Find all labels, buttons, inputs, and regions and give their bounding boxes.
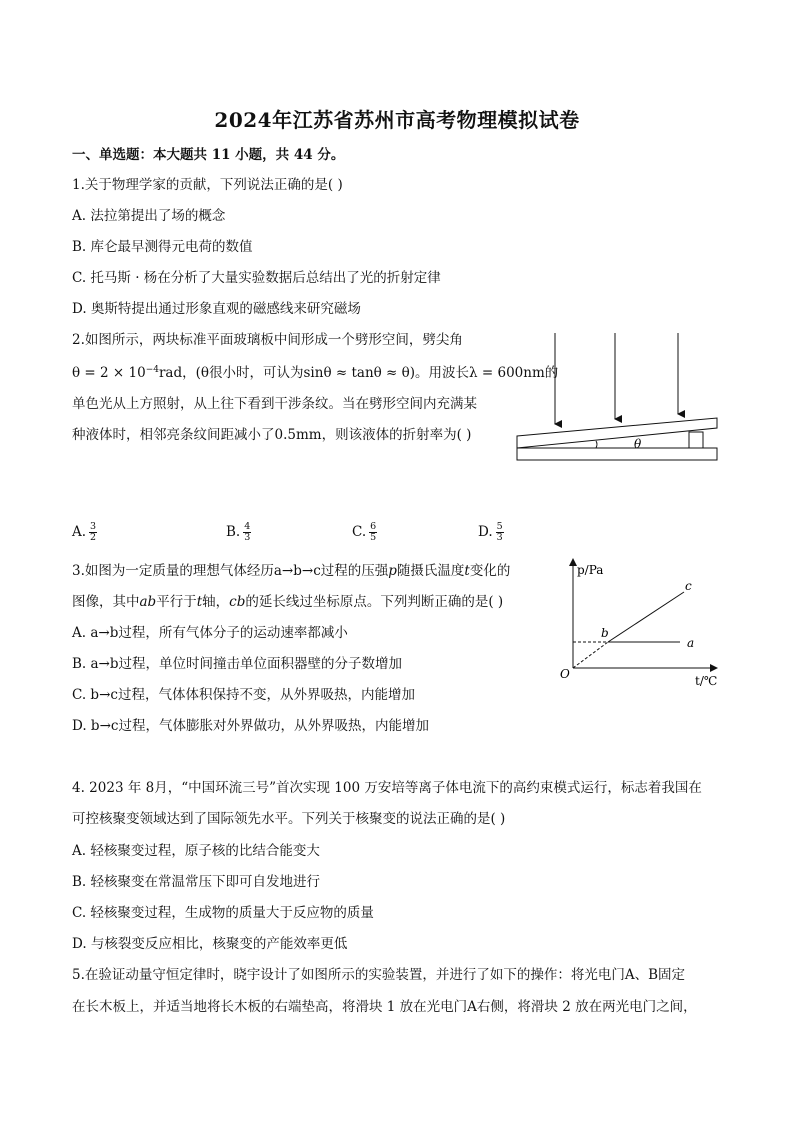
exam-title: 2024年江苏省苏州市高考物理模拟试卷: [214, 108, 580, 132]
q2-option-a-label: A.: [72, 524, 87, 540]
origin-label: O: [560, 667, 570, 681]
fraction-denominator: 3: [496, 532, 503, 543]
fraction-numerator: 4: [244, 521, 251, 532]
q2-option-b-label: B.: [226, 524, 241, 540]
q3-var-t: t: [464, 563, 470, 579]
q3-text: 图像，其中: [72, 594, 140, 610]
q2-option-d: [478, 522, 504, 543]
q1-stem: 1.关于物理学家的贡献，下列说法正确的是( ): [72, 177, 343, 193]
q3-text: 轴，: [202, 594, 230, 610]
q1-option-a: A. 法拉第提出了场的概念: [72, 208, 226, 224]
wedge-angle-arc: [596, 441, 597, 448]
q3-option-a: A. a→b过程，所有气体分子的运动速率都减小: [72, 625, 348, 641]
q4-option-a: A. 轻核聚变过程，原子核的比结合能变大: [72, 843, 320, 859]
q1-option-d: D. 奥斯特提出通过形象直观的磁感线来研究磁场: [72, 301, 361, 317]
fraction-numerator: 3: [90, 521, 97, 532]
q4-stem-line1: 4. 2023 年 8月，“中国环流三号”首次实现 100 万安培等离子体电流下的高约束模式运行，标志着我国在: [72, 780, 702, 796]
q2-option-b-fraction: [243, 522, 251, 543]
q2-stem-line1: 2.如图所示，两块标准平面玻璃板中间形成一个劈形空间，劈尖角: [72, 332, 463, 348]
x-axis-label: t/℃: [695, 674, 718, 688]
q3-var-p: p: [388, 563, 397, 579]
q2-angle-value: θ = 2 × 10: [72, 365, 146, 381]
wedge-spacer: [689, 432, 703, 448]
q2-stem-line2: [72, 364, 558, 382]
q3-pt-graph: [552, 556, 732, 691]
q3-text: 平行于: [156, 594, 197, 610]
y-axis-label: p/Pa: [577, 563, 604, 577]
cb-extension-dashed: [573, 642, 608, 668]
q3-text: 3.如图为一定质量的理想气体经历a→b→c过程的压强: [72, 563, 389, 579]
q5-stem-line2: 在长木板上，并适当地将长木板的右端垫高，将滑块 1 放在光电门A右侧，将滑块 2 放在两光电门之间，: [72, 999, 697, 1015]
q3-stem-line1: [72, 562, 510, 580]
fraction-denominator: 3: [244, 532, 251, 543]
q3-text: 随摄氏温度: [396, 563, 465, 579]
q1-option-b: B. 库仑最早测得元电荷的数值: [72, 239, 253, 255]
q3-text: 的延长线过坐标原点。下列判断正确的是( ): [245, 594, 504, 610]
q2-option-d-label: D.: [478, 524, 493, 540]
bottom-glass-plate: [517, 448, 717, 460]
line-bc: [608, 592, 684, 642]
fraction-numerator: 6: [370, 521, 377, 532]
q2-option-a-fraction: [89, 522, 97, 543]
q2-option-a: [72, 522, 97, 543]
section-heading: 一、单选题：本大题共 11 小题，共 44 分。: [72, 147, 345, 163]
point-c-label: c: [685, 579, 692, 593]
q4-option-c: C. 轻核聚变过程，生成物的质量大于反应物的质量: [72, 905, 374, 921]
q4-stem-line2: 可控核聚变领域达到了国际领先水平。下列关于核聚变的说法正确的是( ): [72, 811, 506, 827]
q3-option-c: C. b→c过程，气体体积保持不变，从外界吸热，内能增加: [72, 687, 415, 703]
q4-option-b: B. 轻核聚变在常温常压下即可自发地进行: [72, 874, 321, 890]
q3-text: 变化的: [469, 563, 511, 579]
q3-option-d: D. b→c过程，气体膨胀对外界做功，从外界吸热，内能增加: [72, 718, 429, 734]
q4-option-d: D. 与核裂变反应相比，核聚变的产能效率更低: [72, 936, 348, 952]
q3-var-ab: ab: [139, 594, 157, 610]
top-glass-plate: [517, 418, 717, 448]
q3-stem-line2: [72, 593, 503, 611]
q2-option-b: [226, 522, 251, 543]
fraction-numerator: 5: [496, 521, 503, 532]
q3-var-t: t: [196, 594, 203, 610]
q2-stem-line2-rest: rad，(θ很小时，可认为sinθ ≈ tanθ ≈ θ)。用波长λ = 600nm的: [158, 365, 559, 381]
q2-option-c: [352, 522, 377, 543]
wedge-angle-label: θ: [634, 437, 642, 451]
q2-angle-exponent: −4: [145, 365, 159, 375]
point-b-label: b: [601, 626, 609, 640]
q2-stem-line3: 单色光从上方照射，从上往下看到干涉条纹。当在劈形空间内充满某: [72, 396, 477, 412]
q1-option-c: C. 托马斯 · 杨在分析了大量实验数据后总结出了光的折射定律: [72, 270, 441, 286]
q2-option-d-fraction: [496, 522, 504, 543]
point-a-label: a: [687, 636, 695, 650]
q3-var-cb: cb: [229, 594, 246, 610]
q3-option-b: B. a→b过程，单位时间撞击单位面积器壁的分子数增加: [72, 656, 403, 672]
fraction-denominator: 5: [370, 532, 377, 543]
q5-stem-line1: 5.在验证动量守恒定律时，晓宇设计了如图所示的实验装置，并进行了如下的操作：将光电门A、B固定: [72, 967, 686, 983]
q2-option-c-label: C.: [352, 524, 367, 540]
q2-option-c-fraction: [369, 522, 377, 543]
fraction-denominator: 2: [90, 532, 97, 543]
q2-wedge-figure: [510, 328, 725, 468]
q2-stem-line4: 种液体时，相邻亮条纹间距减小了0.5mm，则该液体的折射率为( ): [72, 427, 472, 443]
